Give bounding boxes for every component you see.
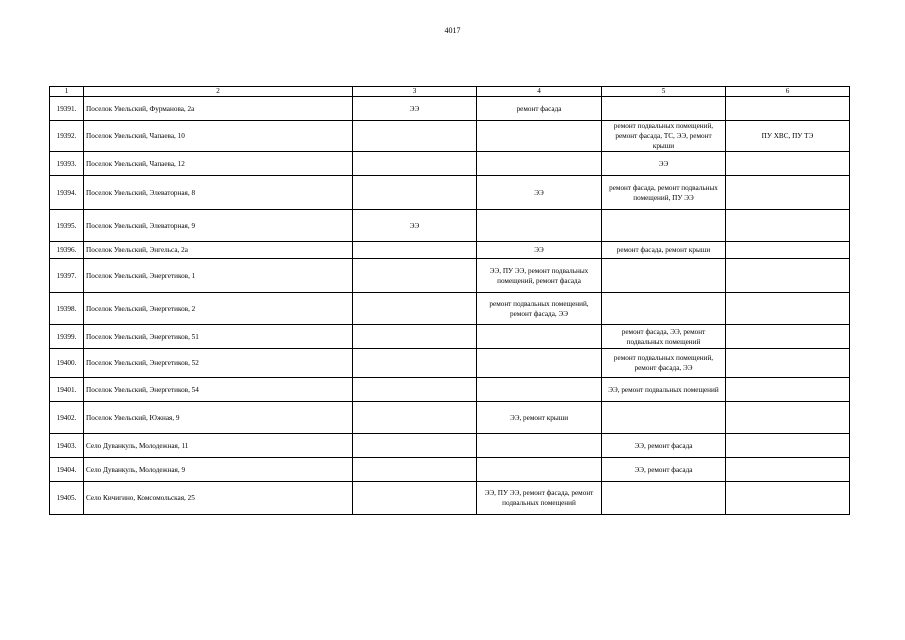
column-6-cell — [726, 325, 850, 349]
column-3-cell — [353, 434, 477, 458]
row-number-cell: 19402. — [50, 402, 84, 434]
column-header: 1 — [50, 87, 84, 97]
column-6-cell — [726, 349, 850, 378]
column-3-cell — [353, 176, 477, 210]
row-number-cell: 19391. — [50, 97, 84, 121]
column-4-cell — [477, 152, 602, 176]
address-cell: Поселок Увельский, Энергетиков, 1 — [84, 259, 353, 293]
column-header: 4 — [477, 87, 602, 97]
column-5-cell: ремонт фасада, ЭЭ, ремонт подвальных помещений — [602, 325, 726, 349]
row-number-cell: 19400. — [50, 349, 84, 378]
column-4-cell — [477, 121, 602, 152]
table-row — [50, 121, 850, 152]
address-cell: Поселок Увельский, Чапаева, 12 — [84, 152, 353, 176]
column-4-cell: ремонт подвальных помещений, ремонт фасада, ЭЭ — [477, 293, 602, 325]
column-4-cell: ЭЭ, ПУ ЭЭ, ремонт подвальных помещений, ремонт фасада — [477, 259, 602, 293]
column-6-cell — [726, 293, 850, 325]
row-number-cell: 19399. — [50, 325, 84, 349]
table-row — [50, 349, 850, 378]
column-4-cell: ЭЭ, ПУ ЭЭ, ремонт фасада, ремонт подвальных помещений — [477, 482, 602, 515]
address-cell: Поселок Увельский, Южная, 9 — [84, 402, 353, 434]
address-cell: Поселок Увельский, Энгельса, 2а — [84, 242, 353, 259]
column-4-cell — [477, 458, 602, 482]
column-4-cell — [477, 325, 602, 349]
column-4-cell: ЭЭ — [477, 242, 602, 259]
table-row — [50, 378, 850, 402]
row-number-cell: 19397. — [50, 259, 84, 293]
row-number-cell: 19401. — [50, 378, 84, 402]
table-row — [50, 97, 850, 121]
column-6-cell — [726, 242, 850, 259]
table-row — [50, 458, 850, 482]
column-6-cell — [726, 458, 850, 482]
column-6-cell — [726, 210, 850, 242]
row-number-cell: 19398. — [50, 293, 84, 325]
table-row — [50, 242, 850, 259]
column-3-cell: ЭЭ — [353, 97, 477, 121]
column-5-cell — [602, 97, 726, 121]
table-row — [50, 325, 850, 349]
row-number-cell: 19392. — [50, 121, 84, 152]
column-6-cell — [726, 482, 850, 515]
address-cell: Поселок Увельский, Фурманова, 2а — [84, 97, 353, 121]
row-number-cell: 19405. — [50, 482, 84, 515]
column-6-cell — [726, 434, 850, 458]
column-3-cell — [353, 259, 477, 293]
address-cell: Поселок Увельский, Элеваторная, 8 — [84, 176, 353, 210]
table-row — [50, 402, 850, 434]
column-5-cell: ЭЭ — [602, 152, 726, 176]
column-5-cell: ремонт подвальных помещений, ремонт фасада, ТС, ЭЭ, ремонт крыши — [602, 121, 726, 152]
column-6-cell — [726, 378, 850, 402]
table-row — [50, 434, 850, 458]
row-number-cell: 19393. — [50, 152, 84, 176]
column-5-cell — [602, 293, 726, 325]
table-row — [50, 259, 850, 293]
address-cell: Поселок Увельский, Чапаева, 10 — [84, 121, 353, 152]
column-4-cell: ЭЭ, ремонт крыши — [477, 402, 602, 434]
table-header-row — [50, 87, 850, 97]
column-3-cell — [353, 378, 477, 402]
column-4-cell: ЭЭ — [477, 176, 602, 210]
address-cell: Поселок Увельский, Энергетиков, 2 — [84, 293, 353, 325]
column-5-cell: ЭЭ, ремонт фасада — [602, 434, 726, 458]
column-4-cell — [477, 210, 602, 242]
table-row — [50, 176, 850, 210]
column-3-cell: ЭЭ — [353, 210, 477, 242]
column-3-cell — [353, 325, 477, 349]
column-3-cell — [353, 121, 477, 152]
column-5-cell — [602, 259, 726, 293]
address-cell: Село Дуванкуль, Молодежная, 11 — [84, 434, 353, 458]
address-cell: Село Кичигино, Комсомольская, 25 — [84, 482, 353, 515]
address-cell: Поселок Увельский, Энергетиков, 52 — [84, 349, 353, 378]
column-3-cell — [353, 242, 477, 259]
column-4-cell — [477, 434, 602, 458]
table-row — [50, 152, 850, 176]
column-6-cell — [726, 97, 850, 121]
column-header: 5 — [602, 87, 726, 97]
row-number-cell: 19394. — [50, 176, 84, 210]
column-3-cell — [353, 482, 477, 515]
address-cell: Село Дуванкуль, Молодежная, 9 — [84, 458, 353, 482]
column-6-cell — [726, 402, 850, 434]
column-3-cell — [353, 402, 477, 434]
address-cell: Поселок Увельский, Элеваторная, 9 — [84, 210, 353, 242]
column-5-cell: ЭЭ, ремонт фасада — [602, 458, 726, 482]
column-4-cell — [477, 378, 602, 402]
column-5-cell: ремонт подвальных помещений, ремонт фасада, ЭЭ — [602, 349, 726, 378]
column-5-cell: ремонт фасада, ремонт подвальных помещений, ПУ ЭЭ — [602, 176, 726, 210]
registry-table — [49, 86, 850, 515]
column-3-cell — [353, 458, 477, 482]
column-3-cell — [353, 293, 477, 325]
column-header: 3 — [353, 87, 477, 97]
column-5-cell — [602, 402, 726, 434]
column-header: 2 — [84, 87, 353, 97]
page-number: 4017 — [444, 26, 461, 35]
column-4-cell: ремонт фасада — [477, 97, 602, 121]
column-5-cell: ремонт фасада, ремонт крыши — [602, 242, 726, 259]
column-3-cell — [353, 152, 477, 176]
address-cell: Поселок Увельский, Энергетиков, 54 — [84, 378, 353, 402]
column-6-cell — [726, 259, 850, 293]
column-4-cell — [477, 349, 602, 378]
row-number-cell: 19396. — [50, 242, 84, 259]
column-5-cell — [602, 482, 726, 515]
column-3-cell — [353, 349, 477, 378]
table-row — [50, 482, 850, 515]
row-number-cell: 19395. — [50, 210, 84, 242]
address-cell: Поселок Увельский, Энергетиков, 51 — [84, 325, 353, 349]
row-number-cell: 19404. — [50, 458, 84, 482]
table-row — [50, 293, 850, 325]
column-6-cell: ПУ ХВС, ПУ ТЭ — [726, 121, 850, 152]
column-6-cell — [726, 152, 850, 176]
column-header: 6 — [726, 87, 850, 97]
table-row — [50, 210, 850, 242]
column-5-cell: ЭЭ, ремонт подвальных помещений — [602, 378, 726, 402]
row-number-cell: 19403. — [50, 434, 84, 458]
column-6-cell — [726, 176, 850, 210]
column-5-cell — [602, 210, 726, 242]
